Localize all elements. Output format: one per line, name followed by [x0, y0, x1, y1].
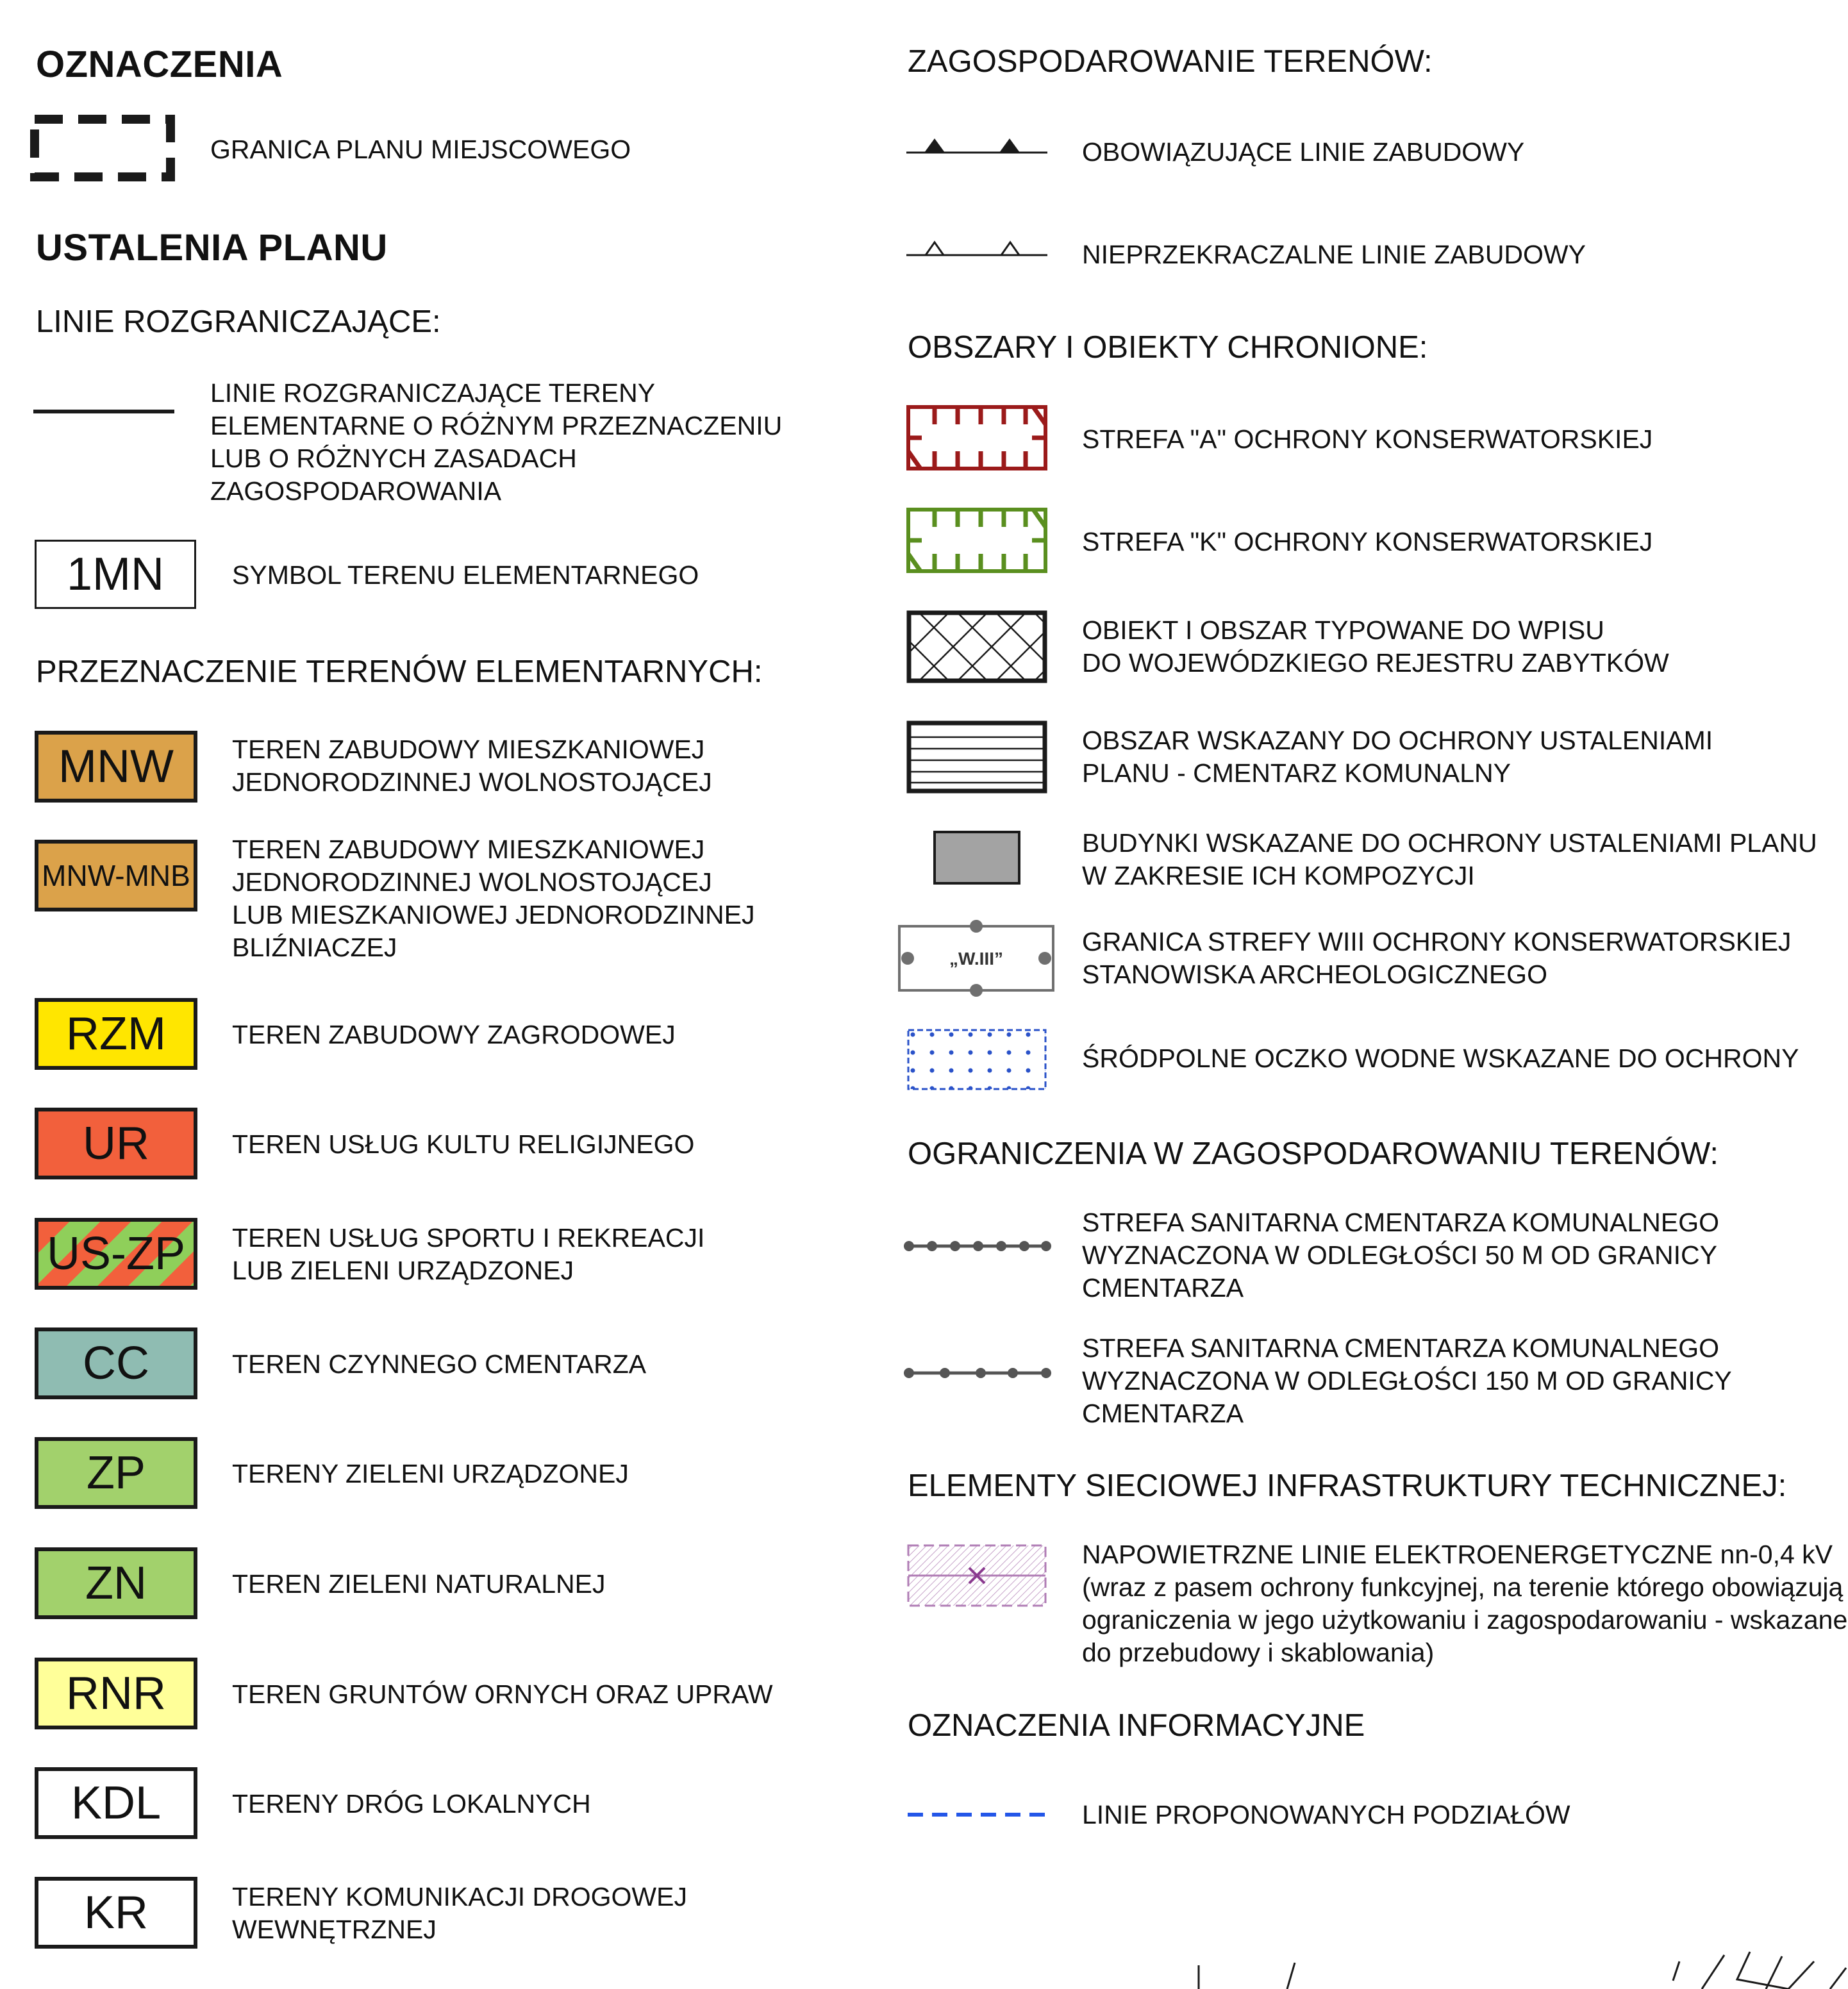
- zone-symbol-kr: KR: [35, 1877, 197, 1949]
- obszary-heading: OBSZARY I OBIEKTY CHRONIONE:: [908, 330, 1428, 365]
- nieprzekraczalne-linie-label: NIEPRZEKRACZALNE LINIE ZABUDOWY: [1082, 240, 1586, 269]
- sanitarna-50-symbol: [904, 1238, 1051, 1254]
- zone-label-zp: TERENY ZIELENI URZĄDZONEJ: [232, 1459, 629, 1488]
- linie-elektro-symbol: [906, 1544, 1049, 1608]
- wiii-label: GRANICA STREFY WIII OCHRONY KONSERWATORSKIEJ STANOWISKA ARCHEOLOGICZNEGO: [1082, 927, 1792, 989]
- zone-label-mnw: TEREN ZABUDOWY MIESZKANIOWEJ JEDNORODZINNEJ WOLNOSTOJĄCEJ: [232, 735, 712, 797]
- zone-symbol-us-zp: US-ZP: [35, 1218, 197, 1290]
- zone-symbol-mnw: MNW: [35, 731, 197, 803]
- strefa-k-label: STREFA "K" OCHRONY KONSERWATORSKIEJ: [1082, 527, 1653, 556]
- zagospodarowanie-heading: ZAGOSPODAROWANIE TERENÓW:: [908, 44, 1433, 79]
- strefa-a-label: STREFA "A" OCHRONY KONSERWATORSKIEJ: [1082, 424, 1653, 454]
- budynki-symbol: [933, 831, 1020, 885]
- zone-symbol-kdl: KDL: [35, 1767, 197, 1839]
- obiekt-zabytek-symbol: [906, 610, 1049, 683]
- zone-label-us-zp: TEREN USŁUG SPORTU I REKREACJI LUB ZIELENI URZĄDZONEJ: [232, 1223, 705, 1285]
- nieprzekraczalne-linie-symbol: [906, 238, 1049, 260]
- zone-symbol-zp: ZP: [35, 1437, 197, 1509]
- symbol-example-label: SYMBOL TERENU ELEMENTARNEGO: [232, 560, 699, 590]
- przeznaczenie-heading: PRZEZNACZENIE TERENÓW ELEMENTARNYCH:: [36, 654, 763, 689]
- plan-border-label: GRANICA PLANU MIEJSCOWEGO: [210, 135, 631, 164]
- zone-label-kr: TERENY KOMUNIKACJI DROGOWEJ WEWNĘTRZNEJ: [232, 1882, 687, 1944]
- wiii-text: „W.III”: [949, 949, 1003, 969]
- zone-label-zn: TEREN ZIELENI NATURALNEJ: [232, 1569, 606, 1599]
- oczko-wodne-label: ŚRÓDPOLNE OCZKO WODNE WSKAZANE DO OCHRONY: [1082, 1044, 1799, 1073]
- obowiazujace-linie-label: OBOWIĄZUJĄCE LINIE ZABUDOWY: [1082, 137, 1525, 167]
- zone-label-mnw-mnb: TEREN ZABUDOWY MIESZKANIOWEJ JEDNORODZINNEJ WOLNOSTOJĄCEJ LUB MIESZKANIOWEJ JEDNORODZINNEJ BLIŹNIACZEJ: [232, 835, 755, 962]
- zone-label-kdl: TERENY DRÓG LOKALNYCH: [232, 1789, 591, 1818]
- informacyjne-heading: OZNACZENIA INFORMACYJNE: [908, 1708, 1365, 1743]
- obiekt-zabytek-label: OBIEKT I OBSZAR TYPOWANE DO WPISU DO WOJEWÓDZKIEGO REJESTRU ZABYTKÓW: [1082, 615, 1669, 678]
- zone-symbol-ur: UR: [35, 1108, 197, 1179]
- strefa-a-symbol: [906, 405, 1049, 472]
- elementy-heading: ELEMENTY SIECIOWEJ INFRASTRUKTURY TECHNICZNEJ:: [908, 1469, 1787, 1503]
- zone-label-ur: TEREN USŁUG KULTU RELIGIJNEGO: [232, 1129, 695, 1159]
- obowiazujace-linie-symbol: [906, 135, 1049, 156]
- ograniczenia-heading: OGRANICZENIA W ZAGOSPODAROWANIU TERENÓW:: [908, 1136, 1719, 1171]
- zone-symbol-zn: ZN: [35, 1547, 197, 1619]
- zone-label-cc: TEREN CZYNNEGO CMENTARZA: [232, 1349, 647, 1379]
- podzialy-label: LINIE PROPONOWANYCH PODZIAŁÓW: [1082, 1800, 1570, 1829]
- oczko-wodne-symbol: [906, 1028, 1049, 1091]
- zone-symbol-mnw-mnb: MNW-MNB: [35, 840, 197, 911]
- boundary-line-symbol: [33, 408, 176, 415]
- zone-symbol-cc: CC: [35, 1327, 197, 1399]
- zone-symbol-rzm: RZM: [35, 998, 197, 1070]
- oznaczenia-heading: OZNACZENIA: [36, 44, 283, 85]
- boundary-line-label: LINIE ROZGRANICZAJĄCE TERENY ELEMENTARNE O RÓŻNYM PRZEZNACZENIU LUB O RÓŻNYCH ZASADACH ZAGOSPODAROWANIA: [210, 378, 783, 506]
- sanitarna-150-symbol: [904, 1365, 1051, 1381]
- cmentarz-label: OBSZAR WSKAZANY DO OCHRONY USTALENIAMI PLANU - CMENTARZ KOMUNALNY: [1082, 726, 1713, 788]
- zone-label-rnr: TEREN GRUNTÓW ORNYCH ORAZ UPRAW: [232, 1679, 773, 1709]
- strefa-k-symbol: [906, 508, 1049, 574]
- ustalenia-heading: USTALENIA PLANU: [36, 227, 388, 269]
- cmentarz-symbol: [906, 720, 1049, 794]
- map-fragment: [1186, 1949, 1846, 1989]
- plan-border-symbol: [31, 115, 178, 185]
- budynki-label: BUDYNKI WSKAZANE DO OCHRONY USTALENIAMI PLANU W ZAKRESIE ICH KOMPOZYCJI: [1082, 828, 1817, 890]
- linie-elektro-label: NAPOWIETRZNE LINIE ELEKTROENERGETYCZNE nn-0,4 kV (wraz z pasem ochrony funkcyjnej, na terenie którego obowiązują ograniczenia w jego użytkowaniu i zagospodarowaniu - wskazane do przebudowy i skablowania): [1082, 1540, 1848, 1667]
- zone-label-rzm: TEREN ZABUDOWY ZAGRODOWEJ: [232, 1020, 676, 1049]
- sanitarna-50-label: STREFA SANITARNA CMENTARZA KOMUNALNEGO WYZNACZONA W ODLEGŁOŚCI 50 M OD GRANICY CMENTARZA: [1082, 1208, 1720, 1302]
- linie-rozgraniczajace-heading: LINIE ROZGRANICZAJĄCE:: [36, 304, 441, 339]
- symbol-example-box: 1MN: [35, 540, 196, 609]
- sanitarna-150-label: STREFA SANITARNA CMENTARZA KOMUNALNEGO WYZNACZONA W ODLEGŁOŚCI 150 M OD GRANICY CMENTARZA: [1082, 1333, 1732, 1428]
- zone-symbol-rnr: RNR: [35, 1658, 197, 1729]
- podzialy-symbol: [906, 1811, 1049, 1818]
